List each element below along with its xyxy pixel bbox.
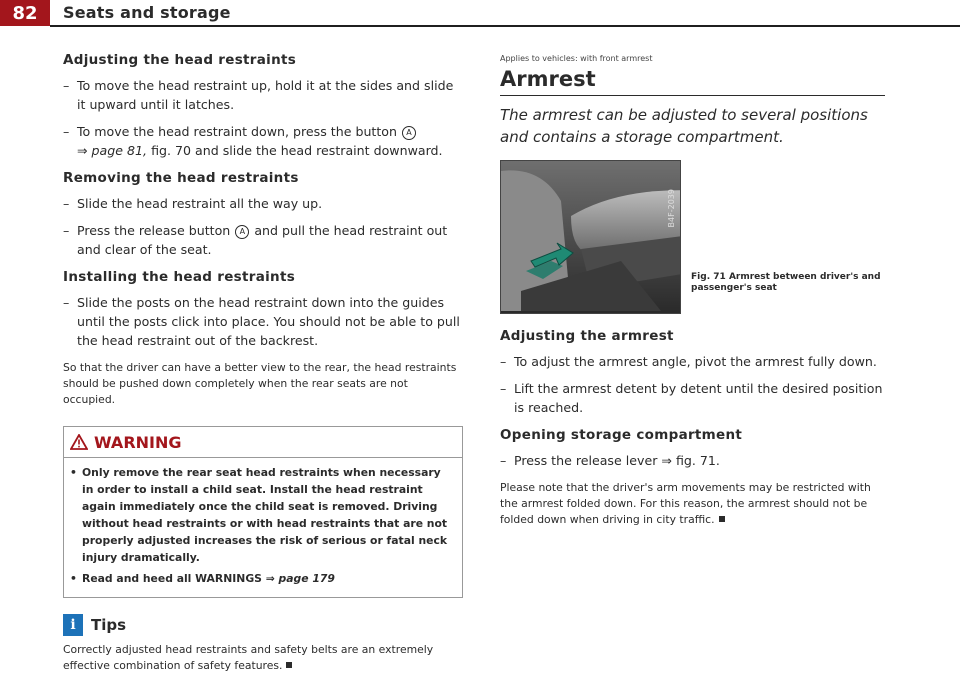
applies-to-note: Applies to vehicles: with front armrest	[500, 54, 653, 63]
list-item: – Press the release lever ⇒ fig. 71.	[500, 451, 885, 470]
heading-adjusting-head-restraints: Adjusting the head restraints	[63, 52, 297, 68]
list-item: – To move the head restraint down, press the button A ⇒ page 81, fig. 70 and slide the head restraint downward.	[63, 122, 463, 160]
warning-bullet: • Read and heed all WARNINGS ⇒ page 179	[70, 570, 452, 587]
section-title-armrest: Armrest	[500, 67, 885, 96]
list-item: – Slide the posts on the head restraint down into the guides until the posts click into place. You should not be able to pull the head restraint out of the backrest.	[63, 293, 463, 350]
info-icon: i	[63, 614, 83, 636]
button-a-marker: A	[235, 225, 249, 239]
heading-removing-head-restraints: Removing the head restraints	[63, 170, 299, 186]
list-item: – Slide the head restraint all the way up.	[63, 194, 463, 213]
tips-title: Tips	[91, 616, 127, 634]
heading-opening-storage: Opening storage compartment	[500, 427, 743, 443]
end-of-section-marker	[719, 516, 725, 522]
figure-caption: Fig. 71 Armrest between driver's and passenger's seat	[691, 272, 881, 293]
figure-id: B4F-2039	[667, 189, 677, 228]
warning-triangle-icon	[70, 434, 88, 450]
warning-header	[64, 427, 462, 458]
left-column	[63, 40, 463, 674]
page-number: 82	[0, 0, 50, 26]
page-reference-link[interactable]: ⇒ page 179	[265, 572, 335, 585]
list-item: – To move the head restraint up, hold it at the sides and slide it upward until it latches.	[63, 76, 463, 114]
warning-body	[64, 458, 462, 597]
button-a-marker: A	[402, 126, 416, 140]
list-item: – Press the release button A and pull the head restraint out and clear of the seat.	[63, 221, 463, 259]
warning-bullet: • Only remove the rear seat head restraints when necessary in order to install a child seat. Install the head restraint again immediately once the child seat is removed. Driving without head restraints or with head restraints that are not properly adjusted increases the risk of serious or fatal neck injury dramatically.	[70, 464, 452, 566]
end-of-section-marker	[286, 662, 292, 668]
list-item: – Lift the armrest detent by detent until the desired position is reached.	[500, 379, 885, 417]
figure-reference-link[interactable]: ⇒ fig. 71.	[661, 453, 720, 468]
heading-installing-head-restraints: Installing the head restraints	[63, 269, 296, 285]
right-column	[500, 40, 885, 528]
tips-body: Correctly adjusted head restraints and safety belts are an extremely effective combination of safety features.	[63, 643, 434, 672]
armrest-illustration	[501, 161, 681, 313]
page-reference-link[interactable]: ⇒ page 81,	[77, 143, 148, 158]
warning-title: WARNING	[94, 432, 182, 452]
city-traffic-note: Please note that the driver's arm movements may be restricted with the armrest folded down. For this reason, the armrest should not be folded down when driving in city traffic.	[500, 481, 871, 526]
heading-adjusting-armrest: Adjusting the armrest	[500, 328, 674, 344]
list-item: – To adjust the armrest angle, pivot the armrest fully down.	[500, 352, 885, 371]
armrest-figure	[500, 160, 681, 314]
figure-row	[500, 160, 885, 314]
rear-view-note: So that the driver can have a better view to the rear, the head restraints should be pushed down completely when the rear seats are not occupied.	[63, 361, 457, 406]
chapter-title: Seats and storage	[63, 3, 231, 22]
header-rule	[50, 25, 960, 27]
intro-text: The armrest can be adjusted to several positions and contains a storage compartment.	[500, 106, 868, 146]
warning-box	[63, 426, 463, 598]
tips-header	[63, 614, 463, 636]
